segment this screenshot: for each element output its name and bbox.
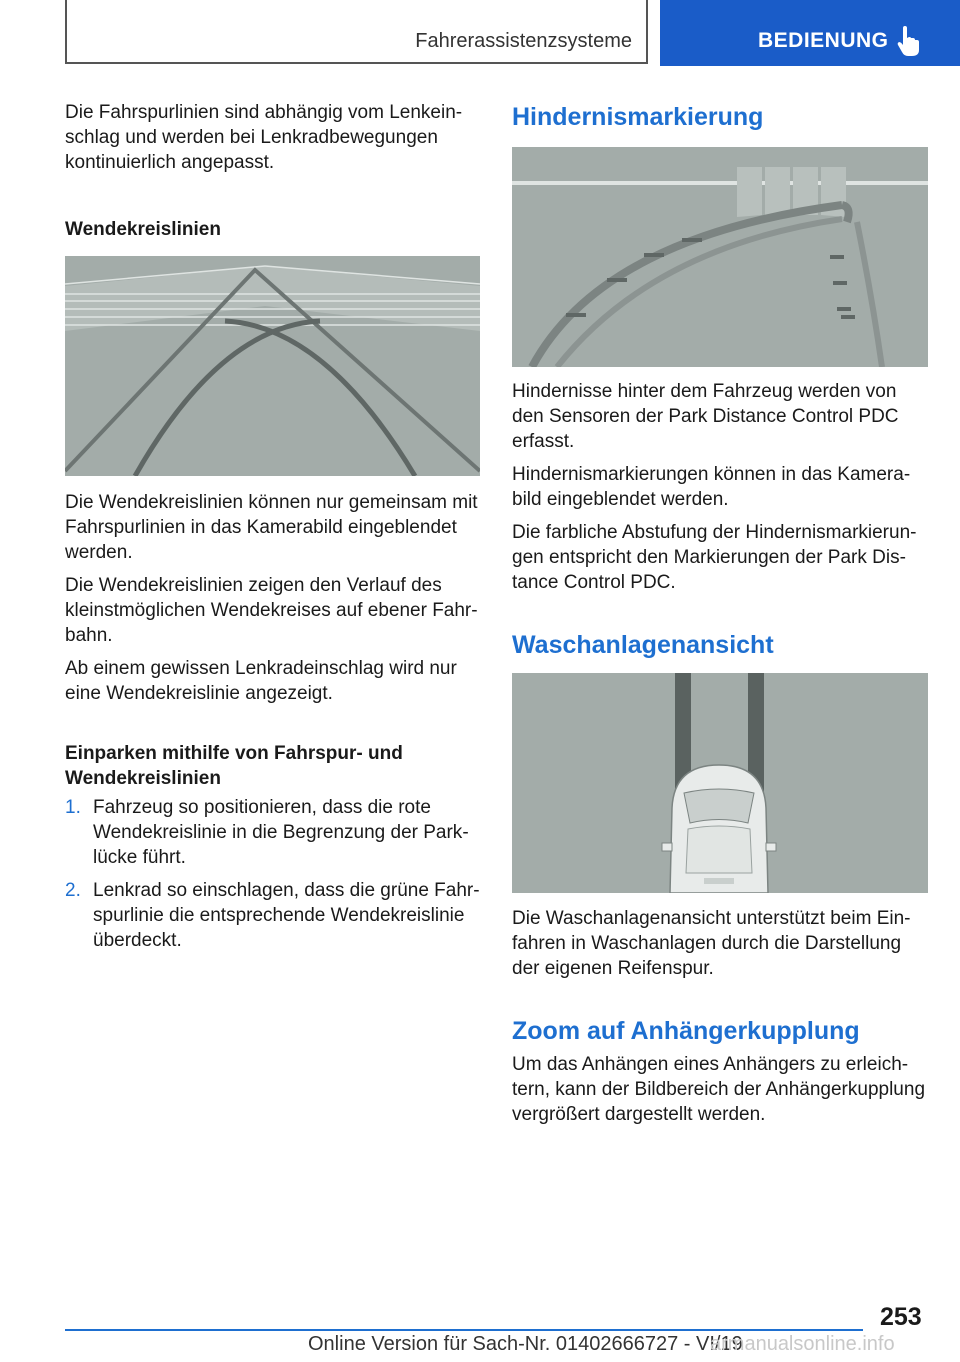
footer-online-version: Online Version für Sach-Nr. 01402666727 - VI/19 bbox=[308, 1333, 743, 1355]
heading-waschanlagenansicht: Waschanlagenansicht bbox=[512, 631, 774, 659]
heading-hindernismarkierung: Hindernismarkierung bbox=[512, 103, 764, 131]
header-chapter-tab bbox=[660, 0, 960, 66]
heading-einparken: Einparken mithilfe von Fahrspur- und Wendekreislinien bbox=[65, 743, 403, 789]
list-item bbox=[65, 878, 480, 953]
hindernis-paragraph-1: Hindernisse hinter dem Fahrzeug werden von den Sensoren der Park Distance Control PDC erfasst. bbox=[512, 381, 899, 452]
heading-wendekreislinien: Wendekreislinien bbox=[65, 219, 221, 240]
wasch-paragraph-1: Die Waschanlagenansicht unterstützt beim Einfahren in Waschanlagen durch die Darstellung der eigenen Reifenspur. bbox=[512, 908, 911, 979]
page-number: 253 bbox=[880, 1303, 922, 1331]
wende-paragraph-2: Die Wendekreislinien zeigen den Verlauf des kleinstmöglichen Wendekreises auf ebener Fahrbahn. bbox=[65, 575, 478, 646]
zoom-paragraph-1: Um das Anhängen eines Anhängers zu erleichtern, kann der Bildbereich der Anhängerkupplung vergrößert dargestellt werden. bbox=[512, 1054, 926, 1125]
footer-watermark: armanualsonline.info bbox=[710, 1333, 895, 1355]
wende-paragraph-3: Ab einem gewissen Lenkradeinschlag wird nur eine Wendekreislinie angezeigt. bbox=[65, 658, 457, 704]
list-item-number: 2. bbox=[65, 880, 81, 901]
hand-pointer-icon bbox=[896, 26, 922, 61]
list-item-text: Fahrzeug so positionieren, dass die rote Wendekreislinie in die Begrenzung der Parklücke führt. bbox=[93, 797, 469, 868]
footer-divider bbox=[65, 1329, 863, 1331]
turning-circle-lines-image bbox=[65, 256, 480, 481]
list-item-number: 1. bbox=[65, 797, 81, 818]
list-item bbox=[65, 795, 480, 870]
intro-paragraph: Die Fahrspurlinien sind abhängig vom Lenkeinschlag und werden bei Lenkradbewegungen kontinuierlich angepasst. bbox=[65, 102, 463, 173]
header-section-tab bbox=[65, 0, 648, 64]
header-chapter-label: BEDIENUNG bbox=[758, 29, 889, 52]
car-wash-view-image bbox=[512, 673, 928, 898]
hindernis-paragraph-2: Hindernismarkierungen können in das Kamerabild eingeblendet werden. bbox=[512, 464, 911, 510]
wende-paragraph-1: Die Wendekreislinien können nur gemeinsam mit Fahrspurlinien in das Kamerabild eingeblendet werden. bbox=[65, 492, 478, 563]
list-item-text: Lenkrad so einschlagen, dass die grüne Fahrspurlinie die entsprechende Wendekreislinie überdeckt. bbox=[93, 880, 480, 951]
obstacle-marking-image bbox=[512, 147, 928, 372]
heading-zoom-anhaengerkupplung: Zoom auf Anhängerkupplung bbox=[512, 1017, 860, 1045]
header-section-title: Fahrerassistenzsysteme bbox=[415, 30, 632, 52]
hindernis-paragraph-3: Die farbliche Abstufung der Hindernismarkierungen entspricht den Markierungen der Park Distance Control PDC. bbox=[512, 522, 917, 593]
